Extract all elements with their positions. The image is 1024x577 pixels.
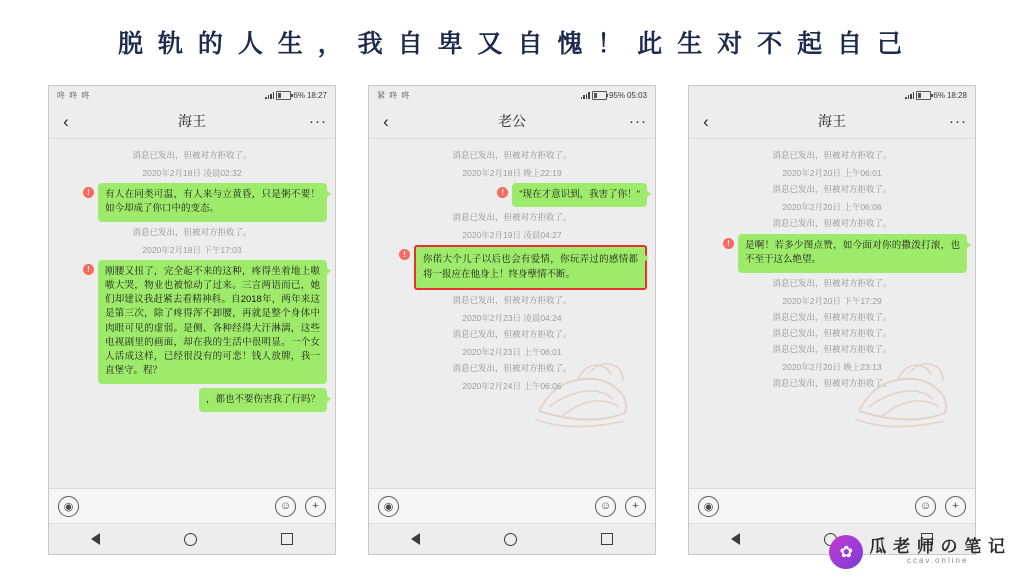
recent-square-icon[interactable] <box>601 533 613 545</box>
signal-icon <box>265 92 274 99</box>
voice-icon[interactable]: ◉ <box>698 496 719 517</box>
message-row <box>377 183 647 207</box>
phone-screenshot-2 <box>368 85 656 555</box>
status-bar <box>369 86 655 104</box>
android-nav-bar <box>49 523 335 554</box>
timestamp: 2020年2月18日 下午17:03 <box>142 244 242 255</box>
message-row <box>57 260 327 384</box>
plus-icon[interactable]: + <box>945 496 966 517</box>
back-triangle-icon[interactable] <box>91 533 100 545</box>
not-delivered-icon[interactable]: ! <box>83 264 94 275</box>
watermark-subtitle: ccav.online <box>906 555 969 565</box>
phone-screenshot-3 <box>688 85 976 555</box>
timestamp: 2020年2月19日 凌晨04:27 <box>462 230 562 241</box>
clock-label: 05:03 <box>626 90 647 100</box>
chat-bubble[interactable]: 刚腰又扭了，完全起不来的这种，疼得坐着地上嗷嗷大哭，物业也被惊动了过来。三言两语而已，她们却建议我赶紧去看精神科。自2018年，两年来这是第三次，除了疼得浑不卸腰，再就是整个身体中肉眼可见的虚弱。是侧、各种经得大汗淋漓，这些电视剧里的画面，却在我的生活中很明显。一个女人活成这样，已经很没有的可悲！钱人放牌，我一直堡守。程？ <box>98 260 327 384</box>
status-left-text: 紧 咚 咚 <box>377 90 411 100</box>
status-icons <box>265 91 327 100</box>
page-title: 脱 轨 的 人 生 ， 我 自 卑 又 自 愧 ！ 此 生 对 不 起 自 己 <box>118 30 906 58</box>
system-message: 消息已发出，但被对方拒收了。 <box>132 150 252 160</box>
message-row <box>377 245 647 290</box>
android-nav-bar <box>369 523 655 554</box>
chat-input-bar <box>369 488 655 523</box>
home-circle-icon[interactable] <box>184 533 197 546</box>
timestamp: 2020年2月20日 晚上23:13 <box>782 361 882 372</box>
chat-input-bar <box>689 488 975 523</box>
not-delivered-icon[interactable]: ! <box>723 238 734 249</box>
chat-message-list[interactable] <box>689 139 975 488</box>
recent-square-icon[interactable] <box>281 533 293 545</box>
system-message: 消息已发出，但被对方拒收了。 <box>452 328 572 339</box>
back-icon[interactable]: ‹ <box>703 111 709 131</box>
timestamp: 2020年2月24日 上午06:06 <box>462 380 562 391</box>
plus-icon[interactable]: + <box>625 496 646 517</box>
home-circle-icon[interactable] <box>504 533 517 546</box>
message-row <box>57 388 327 412</box>
contact-name: 海王 <box>818 113 846 129</box>
battery-percent: 95% <box>608 90 625 100</box>
watermark <box>829 535 1006 569</box>
emoji-icon[interactable]: ☺ <box>915 496 936 517</box>
chat-message-list[interactable] <box>369 139 655 488</box>
emoji-icon[interactable]: ☺ <box>275 496 296 517</box>
message-row <box>57 183 327 222</box>
chat-navbar <box>689 104 975 139</box>
system-message: 消息已发出，但被对方拒收了。 <box>452 294 572 305</box>
more-options-icon[interactable]: ··· <box>949 112 967 130</box>
status-icons <box>581 91 647 100</box>
not-delivered-icon[interactable]: ! <box>497 187 508 198</box>
voice-icon[interactable]: ◉ <box>58 496 79 517</box>
battery-percent: 6% <box>293 90 305 100</box>
voice-icon[interactable]: ◉ <box>378 496 399 517</box>
battery-percent: 6% <box>933 90 945 100</box>
chat-navbar <box>369 104 655 139</box>
chat-input-bar <box>49 488 335 523</box>
system-message: 消息已发出，但被对方拒收了。 <box>452 150 572 160</box>
chat-bubble[interactable]: 是啊！若多少图点赞，如今面对你的撒泼打滚，也不至于这么绝望。 <box>738 234 967 273</box>
clock-label: 18:28 <box>946 90 967 100</box>
back-triangle-icon[interactable] <box>731 533 740 545</box>
clock-label: 18:27 <box>306 90 327 100</box>
chat-bubble[interactable]: "现在才意识到，我害了你！" <box>512 183 647 207</box>
system-message: 消息已发出，但被对方拒收了。 <box>772 377 892 388</box>
signal-icon <box>905 92 914 99</box>
system-message: 消息已发出，但被对方拒收了。 <box>772 184 892 195</box>
battery-icon <box>276 91 291 100</box>
back-triangle-icon[interactable] <box>411 533 420 545</box>
chat-navbar <box>49 104 335 139</box>
system-message: 消息已发出，但被对方拒收了。 <box>132 226 252 237</box>
message-row <box>697 234 967 273</box>
system-message: 消息已发出，但被对方拒收了。 <box>772 311 892 322</box>
flower-logo-icon: ✿ <box>829 535 863 569</box>
contact-name: 海王 <box>178 113 206 129</box>
status-bar <box>689 86 975 104</box>
timestamp: 2020年2月18日 凌晨02:32 <box>142 168 242 179</box>
system-message: 消息已发出，但被对方拒收了。 <box>772 327 892 338</box>
system-message: 消息已发出，但被对方拒收了。 <box>772 150 892 160</box>
status-left-text: 咚 咚 咚 <box>57 90 91 100</box>
not-delivered-icon[interactable]: ! <box>399 249 410 260</box>
battery-icon <box>916 91 931 100</box>
timestamp: 2020年2月23日 凌晨04:24 <box>462 312 562 323</box>
status-icons <box>905 91 967 100</box>
contact-name: 老公 <box>498 113 526 129</box>
timestamp: 2020年2月20日 上午06:01 <box>782 168 882 179</box>
signal-icon <box>581 92 590 99</box>
system-message: 消息已发出，但被对方拒收了。 <box>772 343 892 354</box>
timestamp: 2020年2月20日 上午06:06 <box>782 202 882 213</box>
back-icon[interactable]: ‹ <box>63 111 69 131</box>
back-icon[interactable]: ‹ <box>383 111 389 131</box>
system-message: 消息已发出，但被对方拒收了。 <box>452 362 572 373</box>
chat-bubble[interactable]: 有人在同类可温，有人来与立黄昏，只是粥不要！如今却成了你口中的变态。 <box>98 183 327 222</box>
timestamp: 2020年2月18日 晚上22:19 <box>462 168 562 179</box>
emoji-icon[interactable]: ☺ <box>595 496 616 517</box>
status-bar <box>49 86 335 104</box>
timestamp: 2020年2月23日 上午06:01 <box>462 346 562 357</box>
system-message: 消息已发出，但被对方拒收了。 <box>772 218 892 229</box>
system-message: 消息已发出，但被对方拒收了。 <box>772 277 892 288</box>
phone-screenshot-1 <box>48 85 336 555</box>
plus-icon[interactable]: + <box>305 496 326 517</box>
more-options-icon[interactable]: ··· <box>629 112 647 130</box>
chat-message-list[interactable] <box>49 139 335 488</box>
battery-icon <box>592 91 607 100</box>
not-delivered-icon[interactable]: ! <box>83 187 94 198</box>
more-options-icon[interactable]: ··· <box>309 112 327 130</box>
chat-bubble[interactable]: 你偌大个儿子以后也会有爱情，你玩弄过的感情都将一报应在他身上！终身孽情不断。 <box>414 245 647 290</box>
timestamp: 2020年2月20日 下午17:29 <box>782 295 882 306</box>
system-message: 消息已发出，但被对方拒收了。 <box>452 212 572 223</box>
phone-screenshots-row <box>48 85 976 555</box>
watermark-title: 瓜 老 师 の 笔 记 <box>869 537 1006 557</box>
chat-bubble[interactable]: ，都也不要伤害我了行吗？ <box>199 388 327 412</box>
